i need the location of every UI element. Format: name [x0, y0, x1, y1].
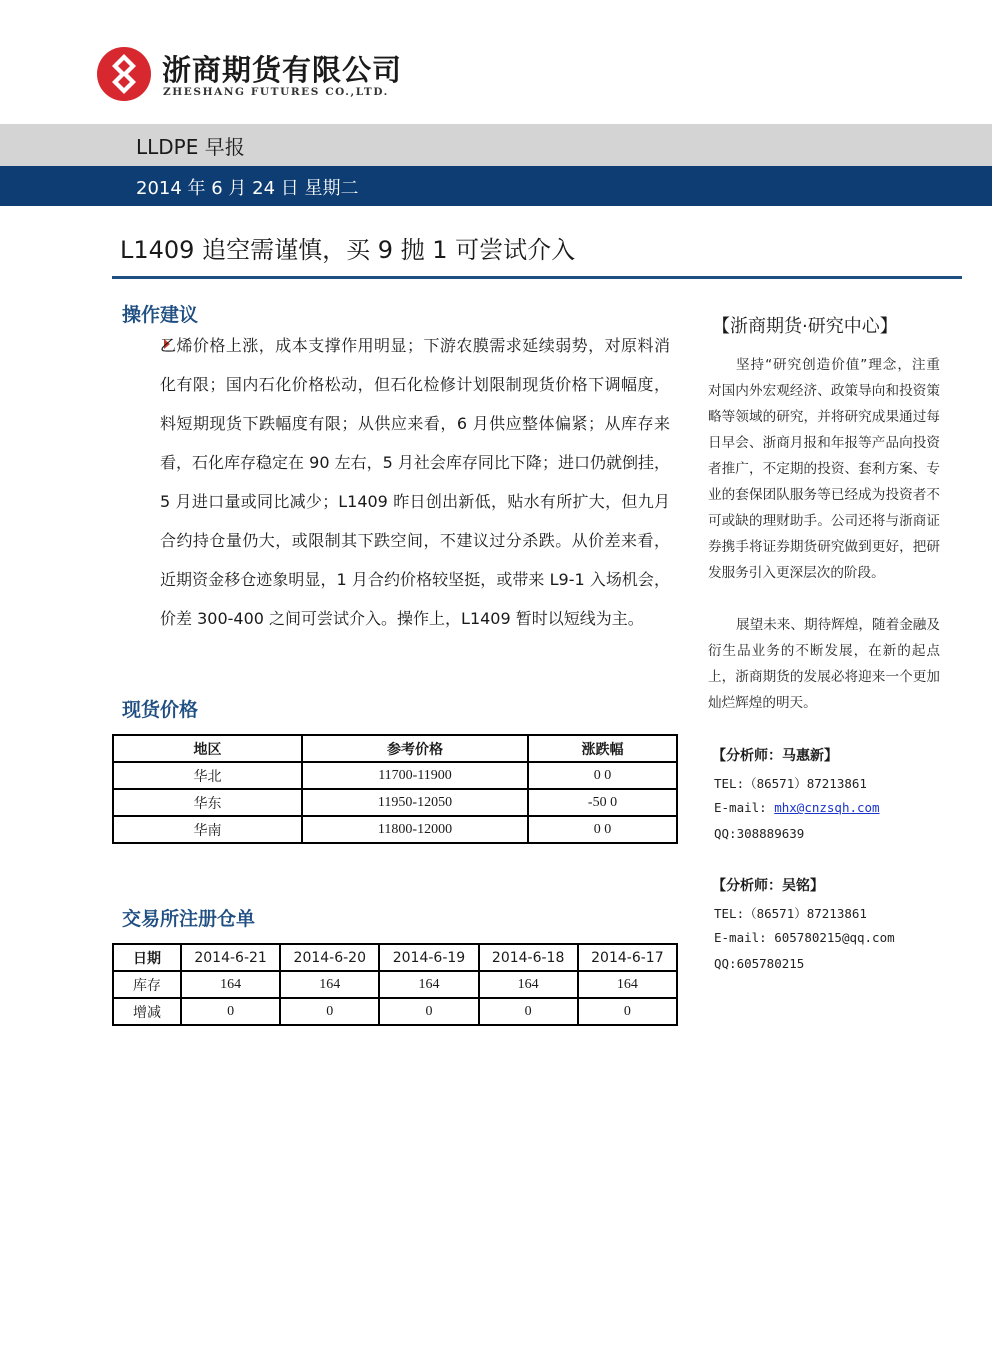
table-cell: 0 — [578, 998, 677, 1025]
table-row — [113, 998, 677, 1025]
table-cell: 0 0 — [528, 816, 677, 843]
company-name-en: ZHESHANG FUTURES CO.,LTD. — [163, 86, 389, 98]
research-center-title: 【浙商期货·研究中心】 — [712, 316, 898, 337]
table-cell: 11700-11900 — [302, 762, 528, 789]
table-header: 参考价格 — [302, 735, 528, 762]
table-header-row — [113, 944, 677, 971]
table-cell: 华北 — [113, 762, 302, 789]
research-center-intro: 坚持“研究创造价值”理念，注重对国内外宏观经济、政策导向和投资策略等领域的研究，并将研究成果通过每日早会、浙商月报和年报等产品向投资者推广，不定期的投资、套利方案、专业的套保团队服务等已经成为投资者不可或缺的理财助手。公司还将与浙商证券携手将证券期货研究做到更好，把研发服务引入更深层次的阶段。 — [708, 357, 940, 581]
report-type: LLDPE 早报 — [136, 135, 245, 159]
table-cell: 164 — [379, 971, 478, 998]
table-cell: 11800-12000 — [302, 816, 528, 843]
warehouse-table — [112, 943, 678, 1026]
analyst-1-name: 【分析师：马惠新】 — [712, 748, 838, 764]
table-header: 2014-6-19 — [379, 944, 478, 971]
analyst-2-tel: TEL:（86571）87213861 — [714, 906, 867, 921]
table-cell: 0 — [280, 998, 379, 1025]
table-cell: 164 — [578, 971, 677, 998]
spot-table — [112, 734, 678, 844]
table-row — [113, 971, 677, 998]
date-band — [0, 166, 992, 206]
table-header-row — [113, 735, 677, 762]
analyst-1-email-link[interactable]: mhx@cnzsqh.com — [774, 800, 880, 815]
operation-text: 乙烯价格上涨，成本支撑作用明显；下游农膜需求延续弱势，对原料消化有限；国内石化价格松动，但石化检修计划限制现货价格下调幅度，料短期现货下跌幅度有限；从供应来看，6 月供应整体偏紧；从库存来看，石化库存稳定在 90 左右，5 月社会库存同比下降；进口仍就倒挂，5 月进口量或同比减少；L1409 昨日创出新低，贴水有所扩大，但九月合约持仓量仍大，或限制其下跌空间，不建议过分杀跌。从价差来看，近期资金移仓迹象明显，1 月合约价格较坚挺，或带来 L9-1 入场机会，价差 300-400 之间可尝试介入。操作上，L1409 暂时以短线为主。 — [160, 336, 670, 628]
report-date: 2014 年 6 月 24 日 星期二 — [136, 178, 359, 199]
table-header: 2014-6-20 — [280, 944, 379, 971]
table-header: 2014-6-17 — [578, 944, 677, 971]
analyst-2-email-row — [714, 930, 895, 945]
table-cell: 0 — [181, 998, 280, 1025]
headline: L1409 追空需谨慎，买 9 抛 1 可尝试介入 — [120, 236, 576, 264]
table-row — [113, 816, 677, 843]
analyst-2-qq: QQ:605780215 — [714, 956, 805, 971]
table-header: 2014-6-21 — [181, 944, 280, 971]
table-header: 地区 — [113, 735, 302, 762]
table-header: 日期 — [113, 944, 181, 971]
table-cell: 增减 — [113, 998, 181, 1025]
table-cell: 库存 — [113, 971, 181, 998]
table-header: 涨跌幅 — [528, 735, 677, 762]
analyst-2-email: 605780215@qq.com — [774, 930, 895, 945]
analyst-1-email-row — [714, 800, 880, 815]
warehouse-title: 交易所注册仓单 — [122, 908, 256, 930]
table-cell: 164 — [280, 971, 379, 998]
spot-title: 现货价格 — [122, 699, 199, 721]
research-center-outlook: 展望未来、期待辉煌，随着金融及衍生品业务的不断发展，在新的起点上，浙商期货的发展必将迎来一个更加灿烂辉煌的明天。 — [708, 617, 940, 711]
analyst-1-qq: QQ:308889639 — [714, 826, 805, 841]
table-row — [113, 762, 677, 789]
company-name-cn: 浙商期货有限公司 — [162, 53, 403, 87]
table-cell: 0 — [479, 998, 578, 1025]
table-cell: 0 0 — [528, 762, 677, 789]
operation-paragraph — [122, 326, 670, 638]
analyst-2-name: 【分析师：吴铭】 — [712, 878, 824, 894]
table-cell: 164 — [181, 971, 280, 998]
company-logo-icon — [96, 46, 152, 102]
table-cell: 164 — [479, 971, 578, 998]
headline-divider — [112, 276, 962, 279]
report-type-band — [0, 124, 992, 166]
table-header: 2014-6-18 — [479, 944, 578, 971]
table-cell: 0 — [379, 998, 478, 1025]
operation-title: 操作建议 — [122, 304, 199, 326]
email-label: E-mail: — [714, 930, 767, 945]
analyst-1-tel: TEL:（86571）87213861 — [714, 776, 867, 791]
table-cell: 11950-12050 — [302, 789, 528, 816]
table-cell: -50 0 — [528, 789, 677, 816]
email-label: E-mail: — [714, 800, 767, 815]
table-cell: 华东 — [113, 789, 302, 816]
table-row — [113, 789, 677, 816]
table-cell: 华南 — [113, 816, 302, 843]
